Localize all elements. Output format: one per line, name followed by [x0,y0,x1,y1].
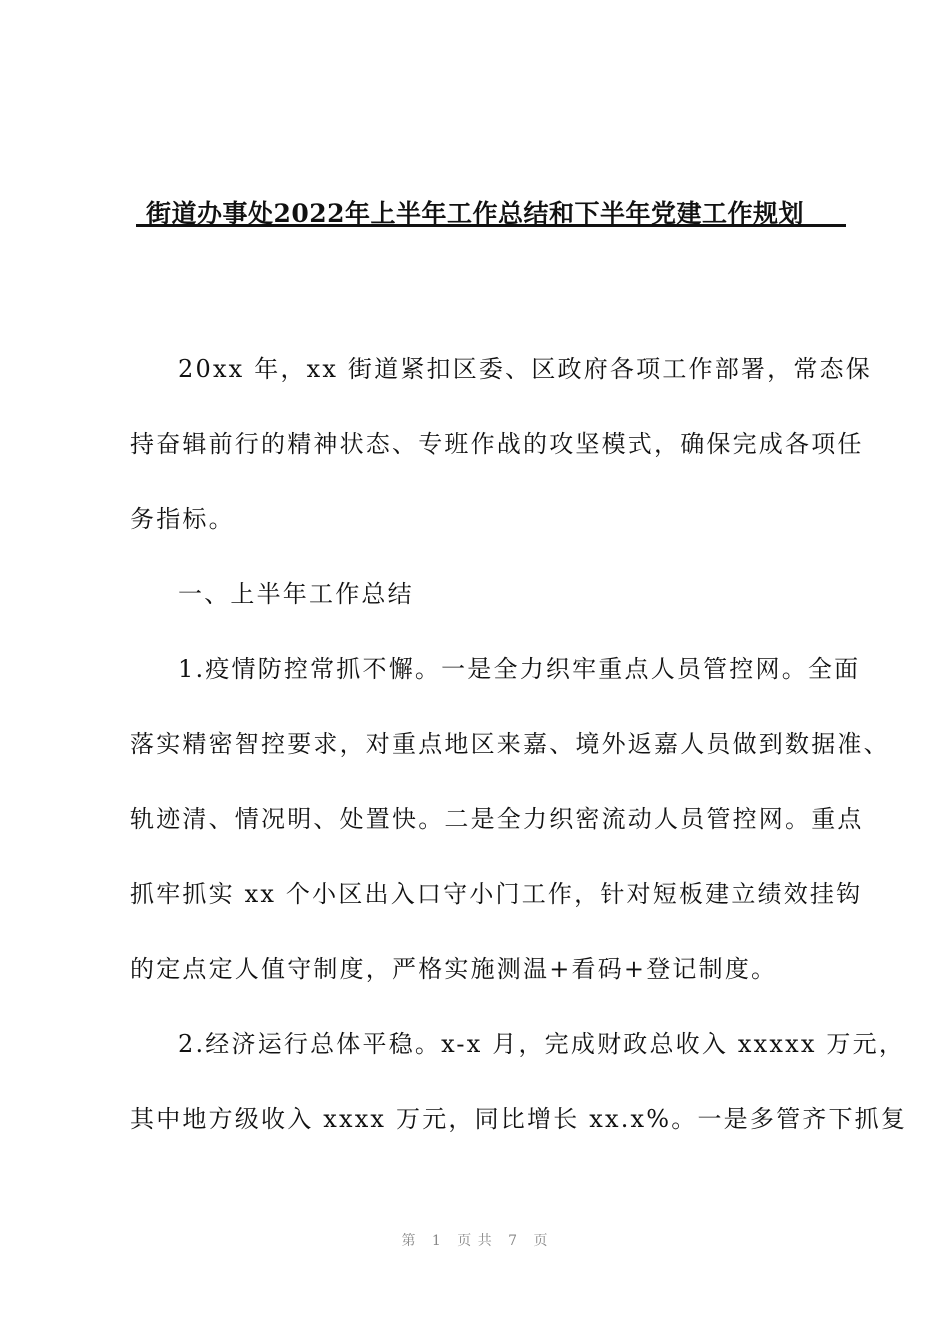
paragraph-line: 持奋辑前行的精神状态、专班作战的攻坚模式，确保完成各项任 [130,430,864,458]
paragraph-line: 2.经济运行总体平稳。x-x 月，完成财政总收入 xxxxx 万元， [178,1030,906,1058]
paragraph-line: 其中地方级收入 xxxx 万元，同比增长 xx.x%。一是多管齐下抓复 [130,1105,908,1133]
paragraph-line: 抓牢抓实 xx 个小区出入口守小门工作，针对短板建立绩效挂钩 [130,880,863,908]
page-footer [0,1230,950,1250]
paragraph-line: 务指标。 [130,505,235,533]
footer-label-of: 页 共 [457,1233,493,1249]
footer-label-pages: 页 [533,1233,549,1249]
paragraph-line: 落实精密智控要求，对重点地区来嘉、境外返嘉人员做到数据准、 [130,730,890,758]
title-underline [136,224,846,227]
paragraph-line: 20xx 年，xx 街道紧扣区委、区政府各项工作部署，常态保 [178,355,872,383]
section-heading: 一、上半年工作总结 [178,580,414,608]
footer-total-pages: 7 [508,1233,519,1249]
paragraph-line: 轨迹清、情况明、处置快。二是全力织密流动人员管控网。重点 [130,805,864,833]
paragraph-line: 1.疫情防控常抓不懈。一是全力织牢重点人员管控网。全面 [178,655,861,683]
paragraph-line: 的定点定人值守制度，严格实施测温+看码+登记制度。 [130,955,778,983]
footer-current-page: 1 [431,1233,442,1249]
document-title: 街道办事处2022年上半年工作总结和下半年党建工作规划 [145,199,805,228]
footer-label-page: 第 [401,1233,417,1249]
